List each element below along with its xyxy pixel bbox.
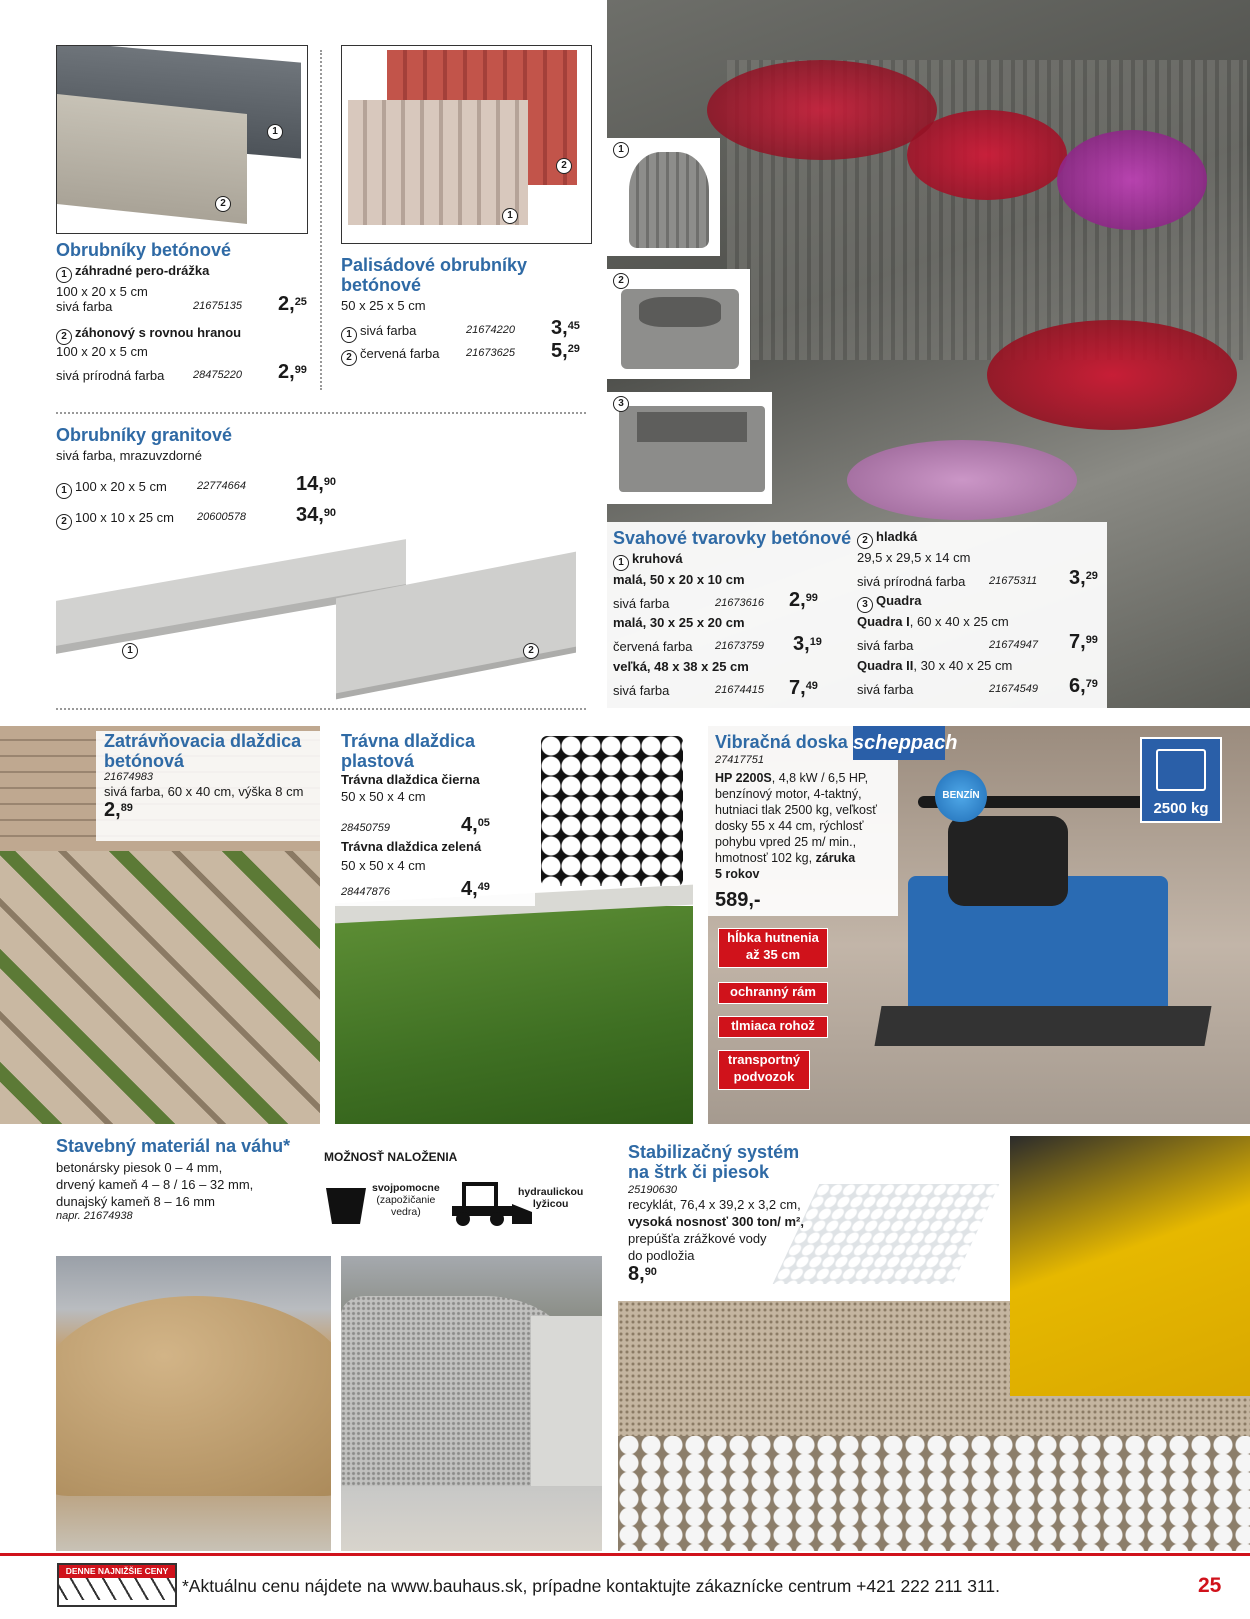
feature-depth: hĺbka hutnenia až 35 cm [718,928,828,968]
item-name: Trávna dlaždica čierna [341,772,480,787]
palisade-info: Palisádové obrubníky betónové 50 x 25 x 5 cm 1 sivá farba 21674220 3,45 2 červená farba 21673625 5,29 [341,255,591,365]
item-price: 14,90 [296,473,337,495]
item-color: sivá prírodná farba [56,368,165,383]
img-label-3: 3 [613,396,629,412]
item-name: Quadra [876,593,922,608]
item-price: 4,49 [461,878,490,900]
line3: prepúšťa zrážkové vody [628,1231,767,1246]
item-code: 21675311 [989,575,1038,587]
product-title: Svahové tvarovky betónové [613,528,852,548]
item-color: sivá farba [857,638,914,653]
item-name: Quadra II [857,658,914,673]
item-name: záhonový s rovnou hranou [75,325,242,340]
line1: recyklát, 76,4 x 39,2 x 3,2 cm, [628,1197,801,1212]
item-code: 28447876 [341,886,390,898]
item-code: 22774664 [197,480,246,492]
product-title: Palisádové obrubníky betónové [341,255,528,295]
divider [56,412,586,414]
palisade-image [341,45,592,244]
product-title-line2: plastová [341,751,415,771]
product-title-line2: na štrk či piesok [628,1162,770,1182]
item-price: 2,89 [104,799,133,821]
item-price: 2,99 [789,589,818,611]
item-color: sivá farba [613,596,670,611]
line4: do podložia [628,1248,695,1263]
item-code: 21674549 [989,683,1038,695]
product-title-line1: Stabilizačný systém [628,1142,800,1162]
line2: drvený kameň 4 – 8 / 16 – 32 mm, [56,1177,254,1192]
img-label-2: 2 [215,196,231,212]
stabilization-info [618,1142,818,1302]
item-name: kruhová [632,551,683,566]
sand-pile-photo [56,1256,331,1551]
img-label-2: 2 [613,273,629,289]
item-name: Trávna dlaždica zelená [341,839,482,854]
bulk-material-info [56,1136,306,1228]
item-size: malá, 30 x 25 x 20 cm [613,615,745,630]
product-title: Obrubníky granitové [56,425,233,445]
grass-plastic-info [335,731,535,906]
item-dims: 100 x 20 x 5 cm [56,284,148,299]
line1: betonársky piesok 0 – 4 mm, [56,1160,223,1175]
img-label-1: 1 [502,208,518,224]
brand-logo: scheppach [853,726,945,760]
item-price: 3,29 [1069,567,1098,589]
item-dims: , 60 x 40 x 25 cm [909,614,1009,629]
item-color: červená farba [360,346,440,361]
item-code: 21674415 [715,684,764,696]
grass-concrete-info [96,731,320,841]
model-name: HP 2200S [715,771,772,785]
feature-frame: ochranný rám [718,982,828,1004]
product-sub: sivá farba, mrazuvzdorné [56,448,202,463]
concrete-curbs-info: Obrubníky betónové 1 záhradné pero-drážka 100 x 20 x 5 cm sivá farba 21675135 2,25 2 záhonový s rovnou hranou 100 x 20 x 5 cm sivá prírodná farba 28475220 2,99 [56,240,307,383]
item-price: 3,45 [551,317,580,339]
item-code: 27417751 [715,754,764,766]
item-color: červená farba [613,639,693,654]
footer-note: *Aktuálnu cenu nájdete na www.bauhaus.sk, prípadne kontaktujte zákaznícke centrum +421 222 211 311. [182,1576,1001,1596]
product-title-line1: Trávna dlaždica [341,731,476,751]
feature-mat: tlmiaca rohož [718,1016,828,1038]
line3: dunajský kameň 8 – 16 mm [56,1194,215,1209]
item-code: 21674947 [989,639,1038,651]
item-price: 7,99 [1069,631,1098,653]
item-dims: 29,5 x 29,5 x 14 cm [857,550,971,565]
item-code: 21674983 [104,771,153,783]
item-code: 21675135 [193,300,242,312]
product-title: Obrubníky betónové [56,240,232,260]
granite-curbs-image [46,530,591,700]
item-price: 2,25 [278,293,307,315]
item-price: 6,79 [1069,675,1098,697]
product-title-line1: Zatrávňovacia dlaždica [104,731,302,751]
item-name: Quadra I [857,614,910,629]
item-dims: 50 x 25 x 5 cm [341,298,426,313]
item-price: 4,05 [461,814,490,836]
product-title-line2: betónová [104,751,185,771]
concrete-curbs-image [56,45,308,234]
item-dims: 50 x 50 x 4 cm [341,858,426,873]
item-code: 20600578 [197,511,246,523]
plastic-grid-icon [541,736,683,886]
item-code: 25190630 [628,1184,677,1196]
item-dims: , 30 x 40 x 25 cm [913,658,1013,673]
item-price: 589,- [715,889,761,911]
item-name: záhradné pero-drážka [75,263,210,278]
item-color: sivá farba [857,682,914,697]
loading-title: MOŽNOSŤ NALOŽENIA [324,1150,458,1164]
weight-badge [1140,737,1222,823]
item-code: napr. 21674938 [56,1210,133,1222]
footer-bar [0,1553,1250,1556]
item-code: 21673616 [715,597,764,609]
item-desc: sivá farba, 60 x 40 cm, výška 8 cm [104,784,304,799]
divider [320,50,322,390]
item-code: 28450759 [341,822,390,834]
item-dims: 100 x 10 x 25 cm [75,510,174,525]
divider [56,708,586,710]
line2: vysoká nosnosť 300 ton/ m², [628,1214,805,1229]
item-color: sivá farba [613,683,670,698]
item-code: 28475220 [193,369,242,381]
block-1-image [607,138,720,256]
product-title: Vibračná doska [715,732,848,752]
img-label-1: 1 [122,643,138,659]
bucket-icon [326,1188,366,1224]
item-price: 7,49 [789,677,818,699]
item-price: 2,99 [278,361,307,383]
price-wave-icon [59,1578,175,1600]
item-price: 34,90 [296,504,337,526]
feature-transport: transportný podvozok [718,1050,810,1090]
item-price: 3,19 [793,633,822,655]
item-dims: 100 x 20 x 5 cm [75,479,167,494]
item-code: 21674220 [466,324,515,336]
img-label-2: 2 [556,158,572,174]
item-code: 21673759 [715,640,764,652]
granite-curbs-info: Obrubníky granitové sivá farba, mrazuvzdorné 1 100 x 20 x 5 cm 22774664 14,90 2 100 x 10 x 25 cm 20600578 34,90 [56,425,346,525]
slope-blocks-info: Svahové tvarovky betónové 1 kruhová malá, 50 x 20 x 10 cm sivá farba 21673616 2,99 malá, 30 x 25 x 20 cm červená farba 21673759 3,19 veľká, 48 x 38 x 25 cm sivá farba 21674415 7,49 2 hladká 29,5 x 29,5 x 14 cm sivá prírodná farba 21675311 3,29 3 Quadra Quadra I, 60 x 40 x 25 cm sivá farba 21674947 7,99 Quadra II, 30 x 40 x 25 cm sivá farba 21674549 6,79 [607,522,1107,708]
item-dims: 100 x 20 x 5 cm [56,344,148,359]
item-color: sivá farba [56,299,113,314]
item-size: veľká, 48 x 38 x 25 cm [613,659,749,674]
item-color: sivá farba [360,323,417,338]
lowest-price-badge: DENNE NAJNIŽŠIE CENY [57,1563,177,1607]
page-number: 25 [1198,1574,1222,1597]
img-label-2: 2 [523,643,539,659]
img-label-1: 1 [267,124,283,140]
fuel-badge: BENZÍN [935,770,987,822]
block-2-image [607,269,750,379]
gravel-pile-photo [341,1256,602,1551]
loading-options: MOŽNOSŤ NALOŽENIA svojpomocne (zapožičanie vedra) hydraulickou lyžicou [322,1150,592,1230]
item-name: hladká [876,529,918,544]
item-price: 8,90 [628,1263,657,1285]
item-color: sivá prírodná farba [857,574,966,589]
vibrating-plate-info: Vibračná doska 27417751 HP 2200S, 4,8 kW / 6,5 HP, benzínový motor, 4-taktný, hutniaci tlak 2500 kg, veľkosť dosky 55 x 44 cm, rýchlosť pohybu vpred 25 m/ min., hmotnosť 102 kg, záruka 5 rokov 589,- [708,726,898,916]
item-code: 21673625 [466,347,515,359]
item-dims: 50 x 50 x 4 cm [341,789,426,804]
product-title: Stavebný materiál na váhu* [56,1136,291,1156]
item-size: malá, 50 x 20 x 10 cm [613,572,745,587]
block-3-image [607,392,772,504]
weight-label: 2500 kg [1153,800,1209,817]
img-label-1: 1 [613,142,629,158]
item-price: 5,29 [551,340,580,362]
pressure-icon [1156,749,1206,791]
